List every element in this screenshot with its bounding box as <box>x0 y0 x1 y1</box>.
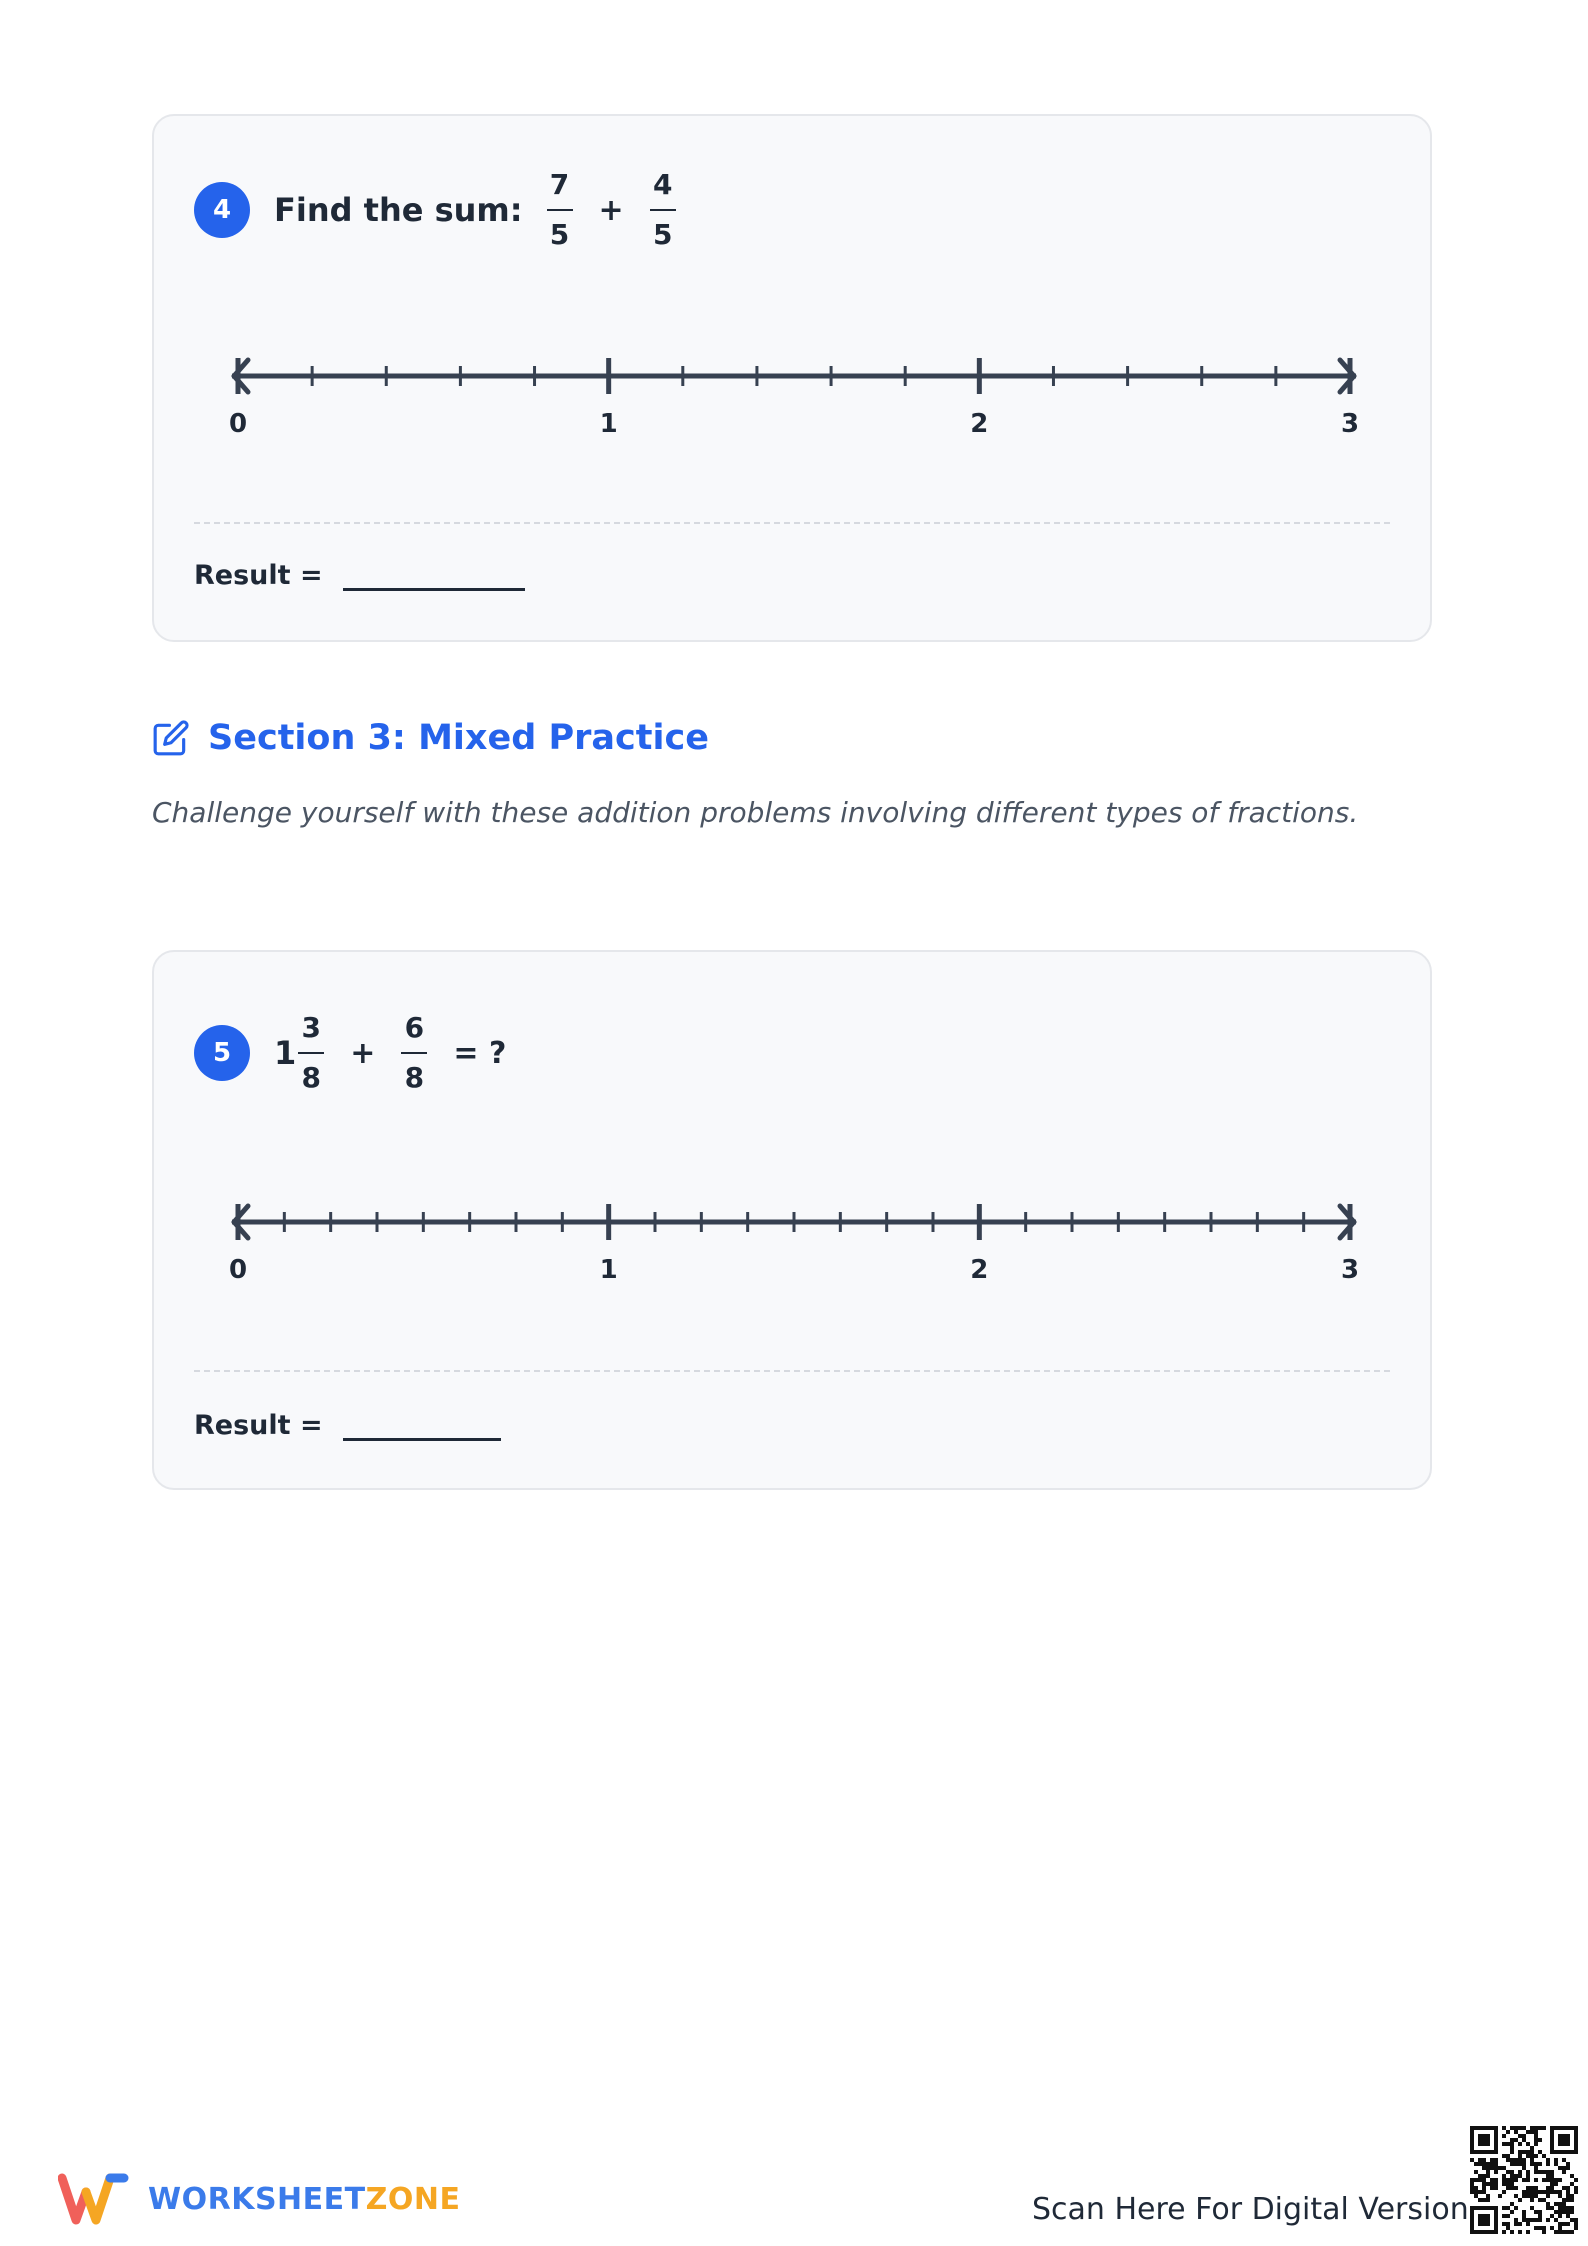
answer-blank[interactable] <box>343 560 525 591</box>
dashed-divider <box>194 1370 1390 1372</box>
numerator: 3 <box>301 1011 321 1044</box>
plus-operator: + <box>598 192 624 228</box>
fraction-b <box>650 168 676 251</box>
tick-label: 2 <box>970 1255 989 1285</box>
denominator: 8 <box>401 1052 427 1092</box>
tick-label: 1 <box>599 409 618 439</box>
result-row <box>194 560 525 591</box>
tick-label: 2 <box>970 409 989 439</box>
brand-logo <box>58 2172 460 2226</box>
fraction-a <box>547 168 573 251</box>
mixed-whole: 1 <box>274 1034 297 1072</box>
problem-card-5 <box>152 950 1432 1490</box>
tick-label: 1 <box>599 1255 618 1285</box>
number-line <box>224 1198 1364 1298</box>
numerator: 6 <box>404 1011 425 1044</box>
section-subtitle: Challenge yourself with these addition problems involving different types of fractions. <box>152 796 1359 829</box>
numerator: 7 <box>549 168 570 201</box>
plus-operator: + <box>350 1035 376 1071</box>
question-row <box>274 166 676 254</box>
fraction-b <box>401 1011 427 1094</box>
result-label: Result = <box>194 1410 323 1441</box>
numerator: 4 <box>652 168 673 201</box>
tick-label: 3 <box>1340 409 1360 439</box>
question-prompt: Find the sum: <box>274 191 523 229</box>
brand-name: WORKSHEETZONE <box>148 2181 461 2217</box>
fraction-a <box>298 1011 324 1094</box>
edit-icon <box>152 719 190 757</box>
problem-card-4 <box>152 114 1432 642</box>
tick-label: 0 <box>228 409 248 439</box>
equals-question: = ? <box>453 1035 507 1071</box>
section-title <box>152 718 709 758</box>
problem-number-badge: 5 <box>194 1025 250 1081</box>
question-row <box>274 1002 506 1104</box>
tick-label: 0 <box>228 1255 248 1285</box>
tick-label: 3 <box>1340 1255 1360 1285</box>
answer-blank[interactable] <box>343 1410 501 1441</box>
result-label: Result = <box>194 560 323 591</box>
qr-code-icon[interactable] <box>1470 2126 1578 2234</box>
number-line <box>224 352 1364 452</box>
result-row <box>194 1410 501 1441</box>
denominator: 5 <box>650 209 676 249</box>
denominator: 5 <box>547 209 573 249</box>
problem-number-badge: 4 <box>194 182 250 238</box>
denominator: 8 <box>298 1052 324 1092</box>
worksheetzone-logo-icon <box>58 2172 130 2226</box>
section-title-text: Section 3: Mixed Practice <box>208 718 709 758</box>
scan-text: Scan Here For Digital Version <box>1032 2192 1469 2227</box>
dashed-divider <box>194 522 1390 524</box>
